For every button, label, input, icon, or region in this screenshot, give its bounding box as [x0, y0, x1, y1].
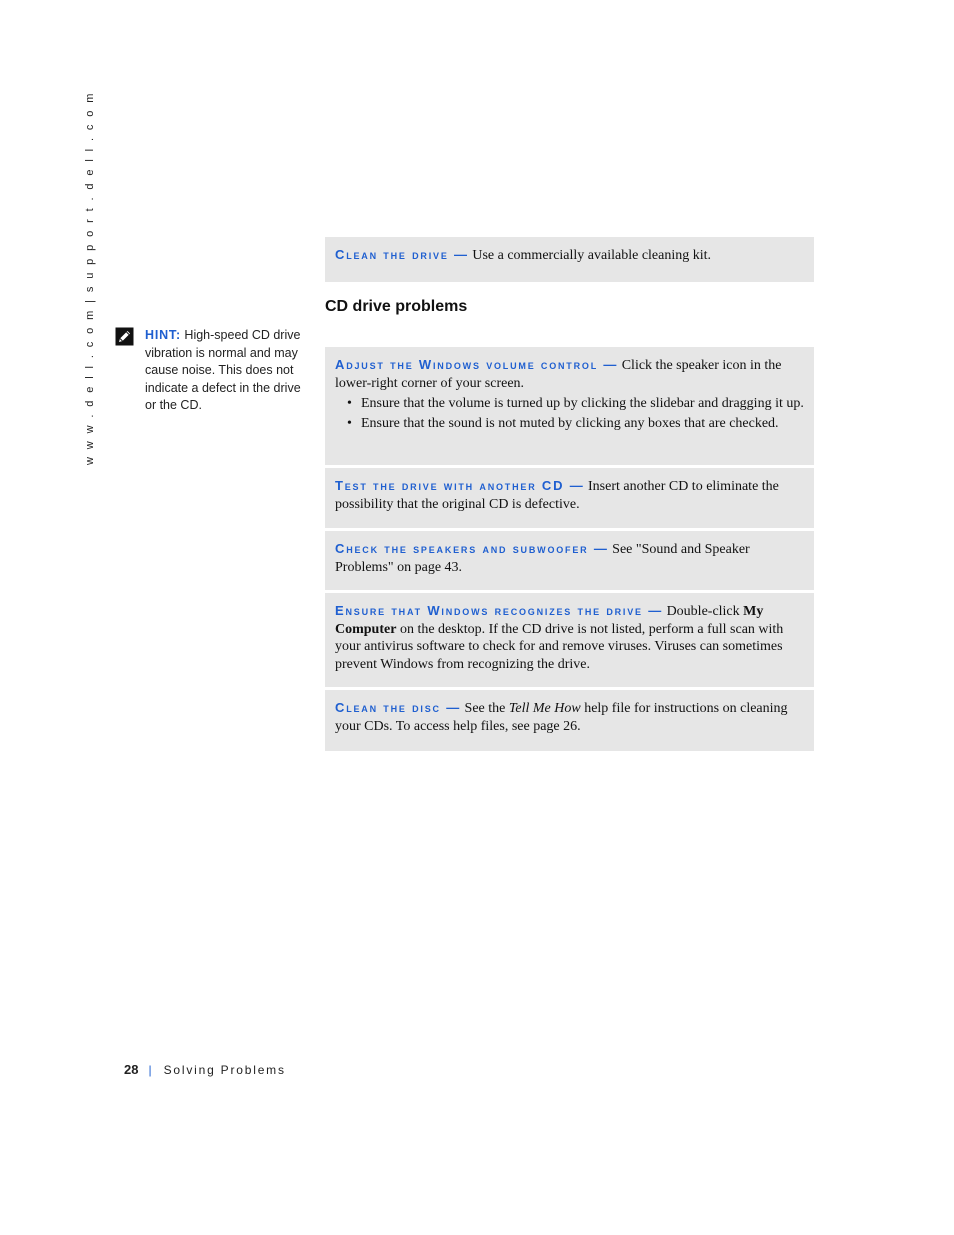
box-clean-drive [325, 237, 814, 282]
hint-pencil-icon [115, 327, 134, 346]
page-footer [124, 1062, 286, 1077]
volume-bullet-list [335, 395, 804, 432]
side-url-text: w w w . d e l l . c o m | s u p p o r t . d e l l . c o m [84, 91, 96, 465]
page-number: 28 [124, 1062, 139, 1077]
box-clean-drive-text: Use a commercially available cleaning kit. [468, 248, 712, 263]
box-adjust-volume [325, 347, 814, 465]
volume-bullet-item: • Ensure that the sound is not muted by clicking any boxes that are checked. [351, 415, 804, 433]
hint-label: HINT: [145, 328, 181, 342]
box-test-drive [325, 468, 814, 528]
box-ensure-windows [325, 593, 814, 687]
footer-separator: | [148, 1063, 152, 1077]
hint-note [145, 327, 305, 415]
box-test-drive-text: Insert another CD to eliminate the possibility that the original CD is defective. [335, 479, 779, 512]
box-ensure-windows-heading: Ensure that Windows recognizes the drive — [335, 603, 664, 618]
box-ensure-windows-text-after: on the desktop. If the CD drive is not listed, perform a full scan with your antivirus software to check for and remove viruses. Viruses can sometimes prevent Windows from recognizing the drive. [335, 621, 784, 672]
section-title: CD drive problems [325, 298, 468, 315]
volume-bullet-item: • Ensure that the volume is turned up by clicking the slidebar and dragging it up. [351, 395, 804, 413]
box-clean-disc-text-before: See the [461, 701, 509, 716]
box-adjust-volume-text: Click the speaker icon in the lower-right corner of your screen. [335, 358, 782, 391]
box-clean-disc [325, 690, 814, 751]
hint-text: High-speed CD drive vibration is normal and may cause noise. This does not indicate a defect in the drive or the CD. [145, 328, 301, 412]
box-clean-drive-heading: Clean the drive — [335, 247, 469, 262]
my-computer-bold: My Computer [335, 604, 764, 637]
box-clean-disc-heading: Clean the disc — [335, 700, 462, 715]
box-check-speakers-heading: Check the speakers and subwoofer — [335, 541, 609, 556]
box-test-drive-heading: Test the drive with another CD — [335, 478, 585, 493]
box-check-speakers-text: See "Sound and Speaker Problems" on page 43. [335, 542, 750, 575]
box-clean-disc-text-after: help file for instructions on cleaning your CDs. To access help files, see page 26. [335, 701, 788, 734]
chapter-title: Solving Problems [163, 1063, 286, 1077]
box-ensure-windows-text-before: Double-click [663, 604, 744, 619]
box-check-speakers [325, 531, 814, 590]
side-url [84, 91, 96, 465]
box-adjust-volume-heading: Adjust the Windows volume control — [335, 357, 619, 372]
tell-me-how-italic: Tell Me How [508, 701, 581, 716]
